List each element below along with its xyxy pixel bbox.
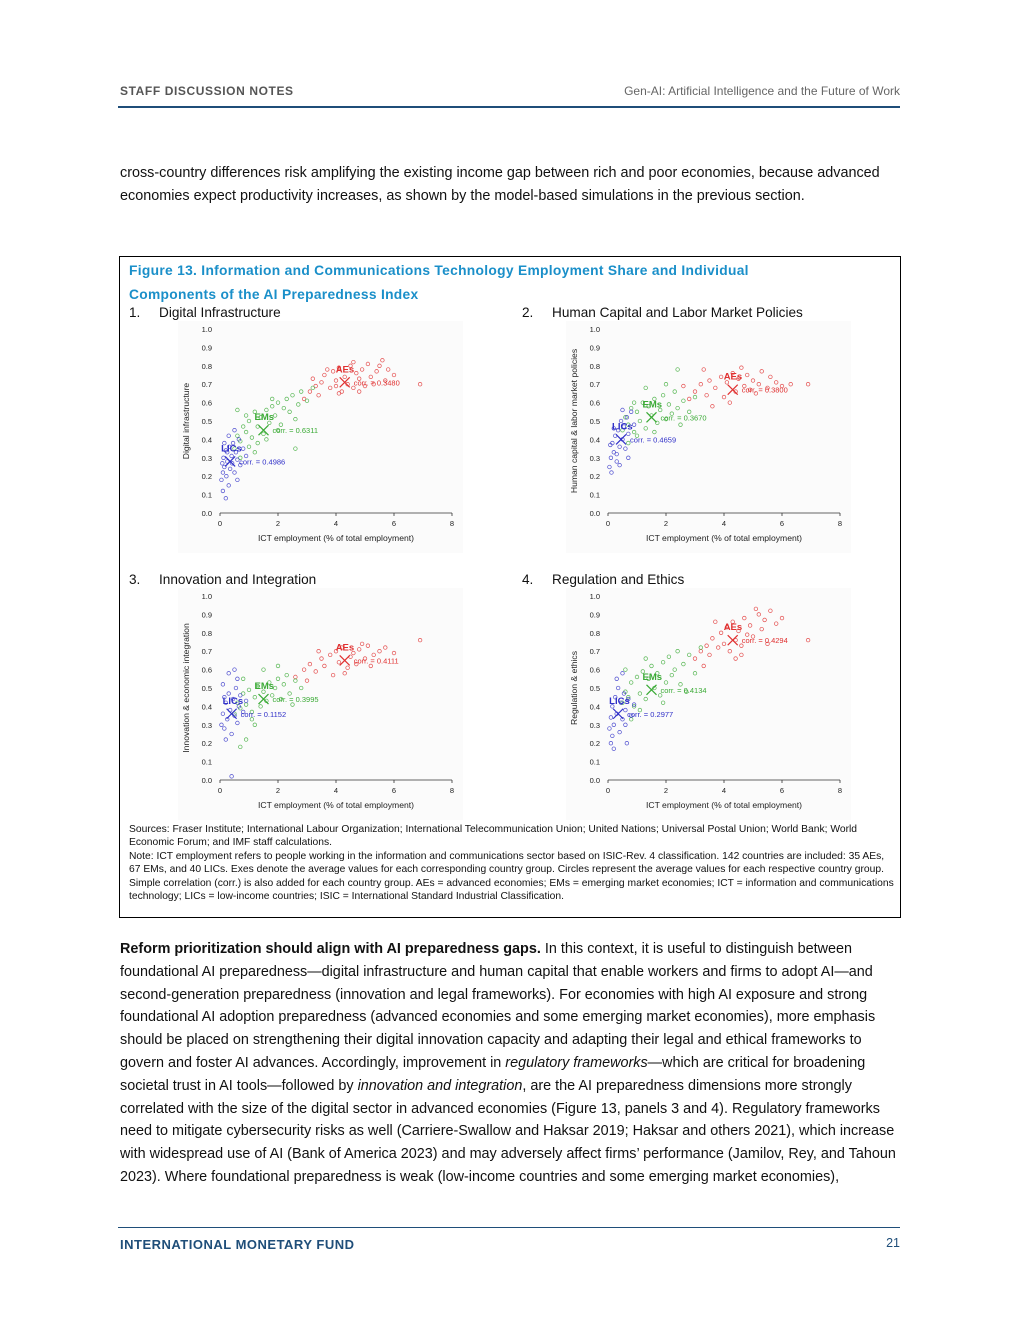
correlation-label: corr. = 0.4986 <box>239 457 286 467</box>
y-tick-label: 0.3 <box>589 453 600 463</box>
x-axis-label: ICT employment (% of total employment) <box>645 533 803 543</box>
x-tick-label: 6 <box>391 786 397 795</box>
running-header-series: STAFF DISCUSSION NOTES <box>120 84 294 98</box>
y-tick-label: 0.5 <box>589 417 600 426</box>
y-tick-label: 0.8 <box>589 361 600 371</box>
correlation-label: corr. = 0.3800 <box>741 385 788 395</box>
figure-title-line2: Components of the AI Preparedness Index <box>129 286 419 302</box>
y-tick-label: 0.2 <box>589 739 600 749</box>
y-tick-label: 0.0 <box>589 509 600 518</box>
y-tick-label: 1.0 <box>589 592 600 601</box>
group-label: EMs <box>254 681 275 693</box>
y-tick-label: 0.9 <box>201 610 212 620</box>
figure-title <box>129 259 869 306</box>
group-label: LICs <box>609 695 630 707</box>
body-text-part: —which are critical for broadening societal trust in AI tools—followed by <box>120 1054 866 1094</box>
body-text-part: , are the AI preparedness dimensions more strongly correlated with the size of the digital sector in advanced economies (Figure 13, panels 3 and 4). Regulatory frameworks need to mitigate cybersecurity risks as well (Carriere-Swallow and Haksar 2019; Haksar and others 2021), which increase with widespread use of AI (Bank of America 2023) and may adversely affect firms’ performance (Jamilov, Rey, and Tahoun 2023). Where foundational preparedness is weak (low-income countries and some emerging market economies), <box>120 1077 896 1185</box>
x-tick-label: 6 <box>779 786 785 795</box>
group-label: LICs <box>612 421 633 433</box>
body-italic-term: regulatory frameworks <box>505 1054 648 1071</box>
y-tick-label: 0.7 <box>589 380 600 390</box>
y-tick-label: 0.7 <box>201 647 212 657</box>
body-italic-term: innovation and integration <box>357 1077 523 1094</box>
y-tick-label: 0.0 <box>201 509 212 518</box>
correlation-label: corr. = 0.6311 <box>272 426 319 436</box>
y-axis-label: Human capital & labor market policies <box>569 348 579 494</box>
y-tick-label: 0.1 <box>589 490 600 500</box>
x-tick-label: 4 <box>333 786 339 795</box>
group-label: AEs <box>335 364 355 376</box>
y-axis-label: Regulation & ethics <box>569 650 579 726</box>
x-axis-label: ICT employment (% of total employment) <box>257 800 415 810</box>
body-paragraph <box>120 938 902 1189</box>
correlation-label: corr. = 0.4111 <box>353 656 399 666</box>
group-label: EMs <box>642 399 663 411</box>
footer-rule <box>118 1227 900 1228</box>
panel-2-label <box>522 305 803 320</box>
y-tick-label: 0.3 <box>201 453 212 463</box>
correlation-label: corr. = 0.4294 <box>741 636 788 646</box>
body-lead-sentence: Reform prioritization should align with AI preparedness gaps. <box>120 941 541 957</box>
panel-number: 4. <box>522 572 534 587</box>
panel-number: 1. <box>129 305 141 320</box>
y-tick-label: 0.3 <box>201 720 212 730</box>
y-tick-label: 0.0 <box>589 776 600 785</box>
y-tick-label: 0.8 <box>201 628 212 638</box>
x-tick-label: 8 <box>837 519 843 528</box>
x-axis-label: ICT employment (% of total employment) <box>645 800 803 810</box>
y-tick-label: 0.7 <box>589 647 600 657</box>
y-tick-label: 0.5 <box>589 684 600 693</box>
y-tick-label: 0.6 <box>589 398 600 408</box>
panel-number: 3. <box>129 572 141 587</box>
x-tick-label: 0 <box>217 786 223 795</box>
x-tick-label: 8 <box>837 786 843 795</box>
y-tick-label: 0.1 <box>201 490 212 500</box>
footer-organization: INTERNATIONAL MONETARY FUND <box>120 1237 355 1252</box>
figure-title-line1: Figure 13. Information and Communications Technology Employment Share and Individual <box>129 263 749 278</box>
intro-text: cross-country differences risk amplifying the existing income gap between rich and poor economies, because advanced economies expect productivity increases, as shown by the model-based simulations in the previous section. <box>120 165 880 204</box>
group-label: LICs <box>221 443 242 455</box>
chart-regulation-ethics <box>566 588 851 820</box>
y-axis-label: Digital infrastructure <box>181 382 191 460</box>
correlation-label: corr. = 0.4134 <box>660 685 707 695</box>
correlation-label: corr. = 0.3995 <box>272 695 319 705</box>
y-tick-label: 0.8 <box>589 628 600 638</box>
x-tick-label: 4 <box>721 786 727 795</box>
y-tick-label: 0.2 <box>589 472 600 482</box>
y-tick-label: 0.5 <box>201 417 212 426</box>
y-tick-label: 0.4 <box>589 435 600 445</box>
chart-human-capital <box>566 321 851 553</box>
group-label: AEs <box>335 642 355 654</box>
y-tick-label: 0.3 <box>589 720 600 730</box>
x-tick-label: 8 <box>449 519 455 528</box>
panel-1-label <box>129 305 281 320</box>
x-tick-label: 6 <box>391 519 397 528</box>
x-tick-label: 0 <box>605 519 611 528</box>
y-tick-label: 0.4 <box>201 702 212 712</box>
y-tick-label: 0.6 <box>589 665 600 675</box>
figure-notes <box>129 823 894 903</box>
figure-sources: Sources: Fraser Institute; International Labour Organization; International Telecommunication Union; United Nations; Universal Postal Union; World Bank; World Economic Forum; and IMF staff calculations. <box>129 824 858 849</box>
chart-innovation-integration <box>178 588 463 820</box>
correlation-label: corr. = 0.4659 <box>630 435 677 445</box>
panel-3-label <box>129 572 316 587</box>
panel-title: Human Capital and Labor Market Policies <box>552 305 803 320</box>
x-axis-label: ICT employment (% of total employment) <box>257 533 415 543</box>
y-tick-label: 0.1 <box>589 757 600 767</box>
y-tick-label: 0.8 <box>201 361 212 371</box>
panel-title: Regulation and Ethics <box>552 572 685 587</box>
y-tick-label: 0.7 <box>201 380 212 390</box>
group-label: EMs <box>254 412 275 424</box>
y-tick-label: 1.0 <box>201 325 212 334</box>
header-rule <box>118 106 900 108</box>
group-label: EMs <box>642 671 663 683</box>
x-tick-label: 8 <box>449 786 455 795</box>
panel-title: Digital Infrastructure <box>159 305 281 320</box>
y-tick-label: 0.5 <box>201 684 212 693</box>
y-tick-label: 0.2 <box>201 472 212 482</box>
group-label: LICs <box>222 695 244 707</box>
correlation-label: corr. = 0.3670 <box>660 413 707 423</box>
x-tick-label: 6 <box>779 519 785 528</box>
x-tick-label: 0 <box>217 519 223 528</box>
y-tick-label: 0.9 <box>201 343 212 353</box>
correlation-label: corr. = 0.3480 <box>353 378 400 388</box>
panel-title: Innovation and Integration <box>159 572 317 587</box>
x-tick-label: 4 <box>721 519 727 528</box>
y-tick-label: 1.0 <box>589 325 600 334</box>
x-tick-label: 2 <box>275 786 281 795</box>
x-tick-label: 2 <box>663 786 669 795</box>
figure-note: Note: ICT employment refers to people working in the information and communications sector based on ISIC-Rev. 4 classification. 142 countries are included: 35 AEs, 67 EMs, and 40 LICs. Exes denote the average values for each corresponding country group. Circles represent the average values for each respective country group. Simple correlation (corr.) is also added for each country group. AEs = advanced economies; EMs = emerging market economies; ICT = information and communications technology; LICs = low-income countries; ISIC = International Standard Industrial Classification. <box>129 850 894 903</box>
y-tick-label: 0.0 <box>201 776 212 785</box>
y-tick-label: 0.4 <box>201 435 212 445</box>
y-tick-label: 0.2 <box>201 739 212 749</box>
running-header-title: Gen-AI: Artificial Intelligence and the Future of Work <box>624 84 900 98</box>
y-tick-label: 0.9 <box>589 610 600 620</box>
y-tick-label: 0.6 <box>201 665 212 675</box>
x-tick-label: 2 <box>663 519 669 528</box>
figure-13 <box>119 256 901 918</box>
correlation-label: corr. = 0.2977 <box>627 709 674 719</box>
correlation-label: corr. = 0.1152 <box>240 709 287 719</box>
intro-paragraph <box>120 162 902 208</box>
body-text-part: In this context, it is useful to distinguish between foundational AI preparedness—digital infrastructure and human capital that enable workers and firms to adopt AI—and second-generation preparedness (innovation and legal frameworks). For economies with high AI exposure and strong foundational AI adoption preparedness (advanced economies and some emerging market economies), more emphasis should be placed on strengthening their digital innovation capacity and adapting their legal and ethical frameworks to govern and foster AI advances. Accordingly, improvement in <box>120 941 876 1071</box>
y-tick-label: 0.4 <box>589 702 600 712</box>
chart-digital-infrastructure <box>178 321 463 553</box>
x-tick-label: 0 <box>605 786 611 795</box>
page-number: 21 <box>886 1236 900 1250</box>
x-tick-label: 4 <box>333 519 339 528</box>
group-label: AEs <box>723 622 743 634</box>
x-tick-label: 2 <box>275 519 281 528</box>
group-label: AEs <box>723 371 743 383</box>
body-text <box>120 938 902 1189</box>
y-axis-label: Innovation & economic integration <box>181 623 191 753</box>
y-tick-label: 1.0 <box>201 592 212 601</box>
y-tick-label: 0.6 <box>201 398 212 408</box>
panel-number: 2. <box>522 305 534 320</box>
y-tick-label: 0.9 <box>589 343 600 353</box>
panel-4-label <box>522 572 684 587</box>
y-tick-label: 0.1 <box>201 757 212 767</box>
